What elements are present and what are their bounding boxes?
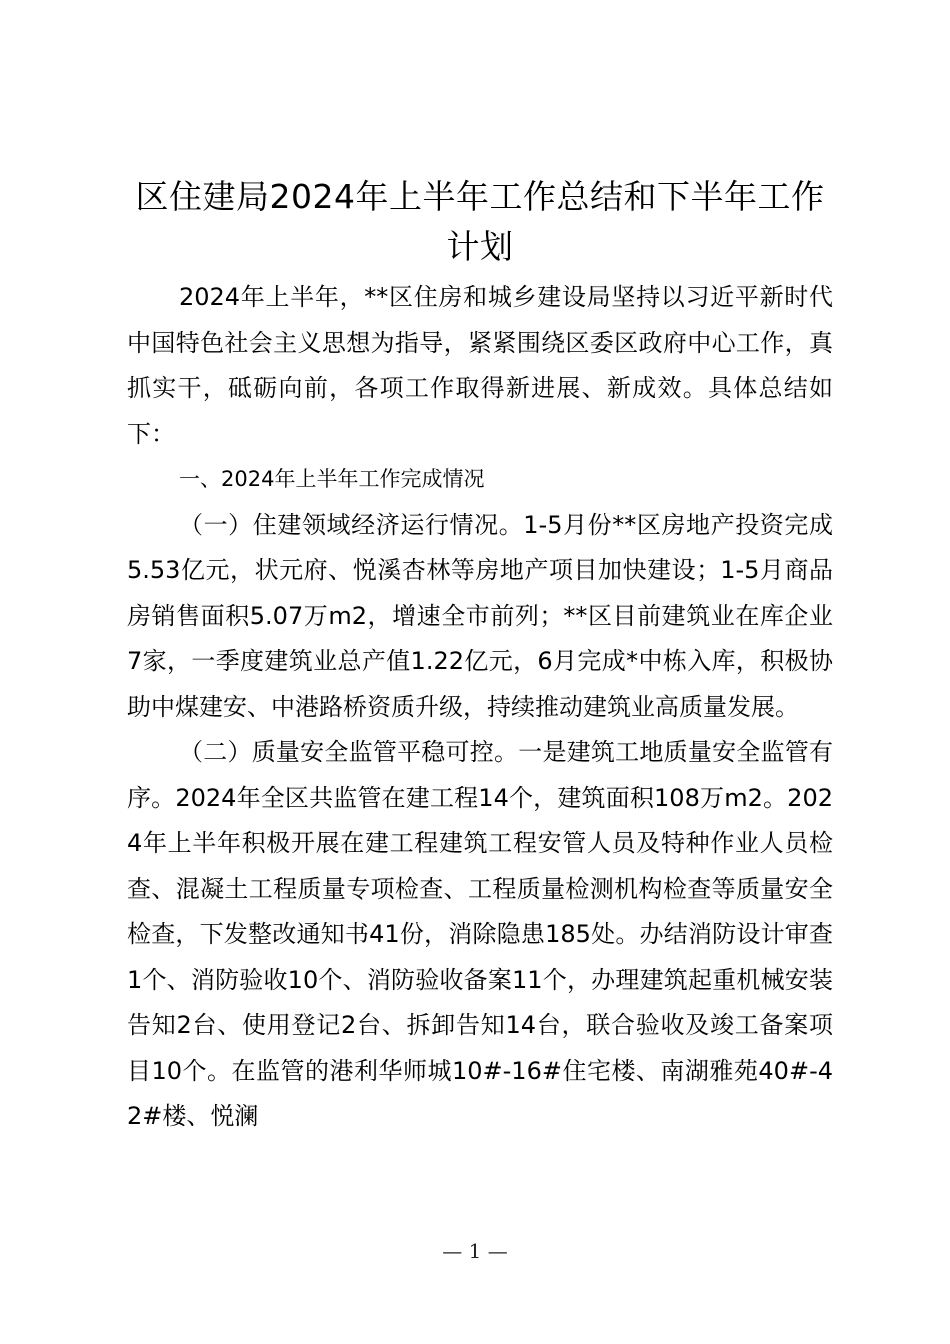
section-heading: 一、2024年上半年工作完成情况 xyxy=(179,467,485,491)
economy-paragraph: （一）住建领域经济运行情况。1-5月份**区房地产投资完成5.53亿元，状元府、悦溪杏林等房地产项目加快建设；1-5月商品房销售面积5.07万m2，增速全市前列；**区目前建筑业在库企业7家，一季度建筑业总产值1.22亿元，6月完成*中栋入库，积极协助中煤建安、中港路桥资质升级，持续推动建筑业高质量发展。 xyxy=(127,510,833,721)
quality-safety-paragraph: （二）质量安全监管平稳可控。一是建筑工地质量安全监管有序。2024年全区共监管在建工程14个，建筑面积108万m2。2024年上半年积极开展在建工程建筑工程安管人员及特种作业人员检查、混凝土工程质量专项检查、工程质量检测机构检查等质量安全检查，下发整改通知书41份，消除隐患185处。办结消防设计审查1个、消防验收10个、消防验收备案11个，办理建筑起重机械安装告知2台、使用登记2台、拆卸告知14台，联合验收及竣工备案项目10个。在监管的港利华师城10#-16#住宅楼、南湖雅苑40#-42#楼、悦澜 xyxy=(127,738,833,1130)
page-number: — 1 — xyxy=(442,1239,508,1263)
document-body xyxy=(127,275,833,1140)
document-title: 区住建局2024年上半年工作总结和下半年工作计划 xyxy=(135,177,825,266)
intro-paragraph: 2024年上半年，**区住房和城乡建设局坚持以习近平新时代中国特色社会主义思想为指导，紧紧围绕区委区政府中心工作，真抓实干，砥砺向前，各项工作取得新进展、新成效。具体总结如下： xyxy=(127,283,833,448)
